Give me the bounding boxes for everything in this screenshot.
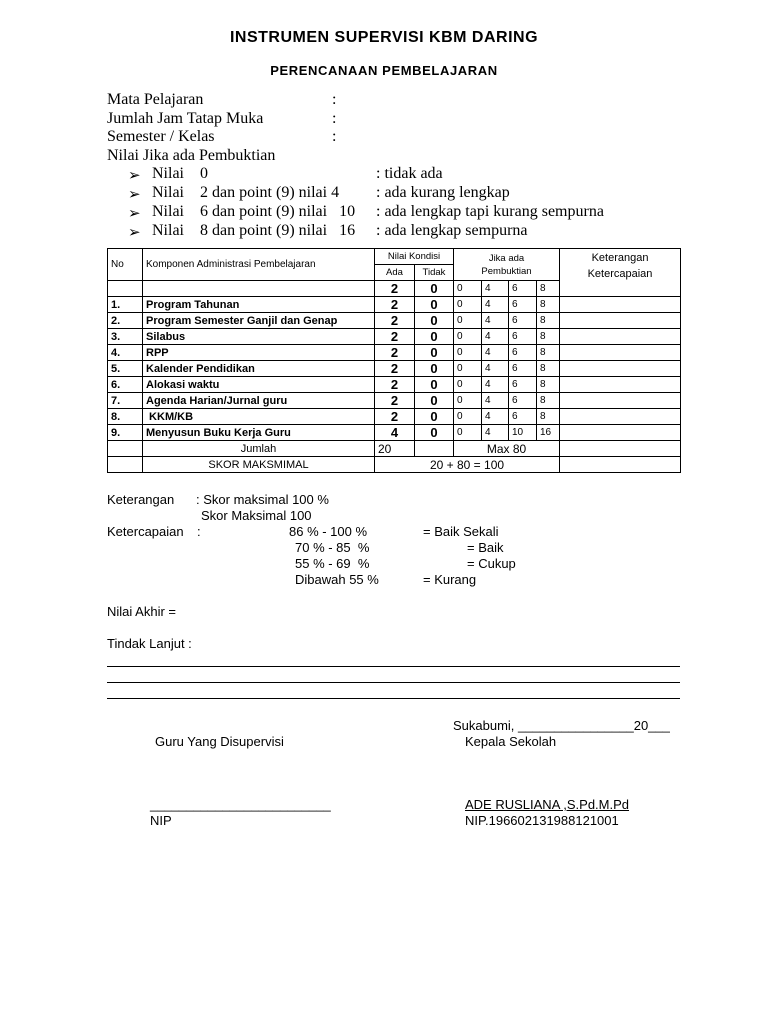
header-jika-ada: Jika ada Pembuktian <box>454 249 560 281</box>
nilai-item-label: Nilai 0 <box>152 165 208 182</box>
row-p4: 8 <box>537 329 560 345</box>
row-p3: 10 <box>509 425 537 441</box>
table-row <box>108 425 681 441</box>
row-no: 7. <box>108 393 143 409</box>
row-ada: 2 <box>375 377 415 393</box>
nilai-item-desc: : ada kurang lengkap <box>376 184 510 201</box>
nilai-item-label: Nilai 6 dan point (9) nilai 10 <box>152 203 356 220</box>
row-no: 1. <box>108 297 143 313</box>
range-value: 86 % - 100 % <box>289 524 368 539</box>
nilai-item-label: Nilai 8 dan point (9) nilai 16 <box>152 222 356 239</box>
row-p1: 0 <box>454 297 482 313</box>
keterangan-line2: Skor Maksimal 100 <box>201 508 312 523</box>
table-row <box>108 361 681 377</box>
table-cell <box>108 441 143 457</box>
supervision-table <box>107 248 681 473</box>
row-p2: 4 <box>482 361 509 377</box>
row-p1: 0 <box>454 329 482 345</box>
skor-label: SKOR MAKSMIMAL <box>143 457 375 473</box>
row-p1: 0 <box>454 409 482 425</box>
nilai-akhir: Nilai Akhir = <box>107 604 176 619</box>
row-p1: 0 <box>454 345 482 361</box>
row-no: 3. <box>108 329 143 345</box>
row-keterangan <box>560 361 681 377</box>
row-ada: 4 <box>375 425 415 441</box>
range-result: = Cukup <box>467 556 516 571</box>
page-title: INSTRUMEN SUPERVISI KBM DARING <box>229 29 539 46</box>
row-keterangan <box>560 377 681 393</box>
row-p4: 8 <box>537 313 560 329</box>
table-jumlah-row <box>108 441 681 457</box>
field-colon: : <box>332 110 337 127</box>
score-p2: 4 <box>482 281 509 297</box>
row-no: 6. <box>108 377 143 393</box>
keterangan-line1: : Skor maksimal 100 % <box>196 492 329 507</box>
score-tidak: 0 <box>415 281 454 297</box>
row-ada: 2 <box>375 361 415 377</box>
row-p1: 0 <box>454 393 482 409</box>
place-date: Sukabumi, ________________20___ <box>453 718 670 733</box>
table-row <box>108 409 681 425</box>
row-p4: 8 <box>537 377 560 393</box>
nilai-heading: Nilai Jika ada Pembuktian <box>107 147 276 164</box>
row-keterangan <box>560 329 681 345</box>
range-value: 70 % - 85 % <box>295 540 370 555</box>
row-komponen: Silabus <box>143 329 375 345</box>
table-row <box>108 377 681 393</box>
row-ada: 2 <box>375 409 415 425</box>
field-mata-pelajaran: Mata Pelajaran <box>107 91 204 108</box>
row-keterangan <box>560 345 681 361</box>
row-tidak: 0 <box>415 361 454 377</box>
tindak-lanjut-line <box>107 666 680 667</box>
row-komponen: Program Semester Ganjil dan Genap <box>143 313 375 329</box>
nilai-item-desc: : ada lengkap tapi kurang sempurna <box>376 203 604 220</box>
row-p3: 6 <box>509 393 537 409</box>
field-jumlah-jam: Jumlah Jam Tatap Muka <box>107 110 264 127</box>
row-p2: 4 <box>482 425 509 441</box>
row-p4: 16 <box>537 425 560 441</box>
kepala-name: ADE RUSLIANA ,S.Pd.M.Pd <box>465 797 630 812</box>
table-row <box>108 329 681 345</box>
nilai-item-desc: : tidak ada <box>376 165 443 182</box>
table-skor-row <box>108 457 681 473</box>
row-p2: 4 <box>482 345 509 361</box>
header-ada: Ada <box>375 265 415 281</box>
table-cell <box>108 457 143 473</box>
row-keterangan <box>560 409 681 425</box>
row-ada: 2 <box>375 313 415 329</box>
row-ada: 2 <box>375 345 415 361</box>
table-cell <box>560 457 681 473</box>
guru-signature-line: _________________________ <box>150 797 331 812</box>
table-cell <box>415 441 454 457</box>
jumlah-label: Jumlah <box>143 441 375 457</box>
row-p2: 4 <box>482 409 509 425</box>
row-keterangan <box>560 313 681 329</box>
row-ada: 2 <box>375 329 415 345</box>
header-komponen: Komponen Administrasi Pembelajaran <box>143 249 375 281</box>
guru-role: Guru Yang Disupervisi <box>155 734 284 749</box>
jumlah-pembuktian: Max 80 <box>454 441 560 457</box>
table-cell <box>560 441 681 457</box>
row-p4: 8 <box>537 361 560 377</box>
row-p3: 6 <box>509 297 537 313</box>
field-colon: : <box>332 128 337 145</box>
table-row <box>108 297 681 313</box>
kepala-nip: NIP.196602131988121001 <box>465 813 619 828</box>
score-p3: 6 <box>509 281 537 297</box>
tindak-lanjut-line <box>107 698 680 699</box>
row-p4: 8 <box>537 297 560 313</box>
arrow-bullet-icon: ➢ <box>128 168 141 184</box>
arrow-bullet-icon: ➢ <box>128 225 141 241</box>
row-no: 8. <box>108 409 143 425</box>
nilai-item-desc: : ada lengkap sempurna <box>376 222 528 239</box>
page-subtitle: PERENCANAAN PEMBELAJARAN <box>270 63 498 78</box>
row-p2: 4 <box>482 313 509 329</box>
kepala-role: Kepala Sekolah <box>465 734 557 749</box>
row-ada: 2 <box>375 393 415 409</box>
range-value: Dibawah 55 % <box>295 572 379 587</box>
row-tidak: 0 <box>415 313 454 329</box>
row-p1: 0 <box>454 377 482 393</box>
table-cell <box>108 281 143 297</box>
row-tidak: 0 <box>415 329 454 345</box>
row-p1: 0 <box>454 313 482 329</box>
range-result: = Kurang <box>423 572 477 587</box>
field-colon: : <box>332 91 337 108</box>
keterangan-label: Keterangan <box>107 492 175 507</box>
row-p3: 6 <box>509 313 537 329</box>
header-keterangan: Keterangan Ketercapaian <box>560 249 681 297</box>
row-komponen: RPP <box>143 345 375 361</box>
tindak-lanjut-label: Tindak Lanjut : <box>107 636 192 651</box>
header-nilai-kondisi: Nilai Kondisi <box>375 249 454 265</box>
field-semester-kelas: Semester / Kelas <box>107 128 215 145</box>
row-p4: 8 <box>537 393 560 409</box>
row-komponen: Kalender Pendidikan <box>143 361 375 377</box>
arrow-bullet-icon: ➢ <box>128 187 141 203</box>
skor-value: 20 + 80 = 100 <box>375 457 560 473</box>
ketercapaian-colon: : <box>197 524 201 539</box>
row-p3: 6 <box>509 361 537 377</box>
row-no: 4. <box>108 345 143 361</box>
row-tidak: 0 <box>415 345 454 361</box>
header-no: No <box>108 249 143 281</box>
row-komponen: Alokasi waktu <box>143 377 375 393</box>
ketercapaian-label: Ketercapaian <box>107 524 184 539</box>
jumlah-kondisi: 20 <box>375 441 415 457</box>
row-tidak: 0 <box>415 393 454 409</box>
table-row <box>108 313 681 329</box>
range-result: = Baik Sekali <box>423 524 499 539</box>
table-row <box>108 345 681 361</box>
nilai-item-label: Nilai 2 dan point (9) nilai 4 <box>152 184 340 201</box>
row-keterangan <box>560 297 681 313</box>
row-komponen: Program Tahunan <box>143 297 375 313</box>
row-tidak: 0 <box>415 297 454 313</box>
header-tidak: Tidak <box>415 265 454 281</box>
arrow-bullet-icon: ➢ <box>128 206 141 222</box>
score-ada: 2 <box>375 281 415 297</box>
row-komponen: Menyusun Buku Kerja Guru <box>143 425 375 441</box>
row-p2: 4 <box>482 393 509 409</box>
row-komponen: Agenda Harian/Jurnal guru <box>143 393 375 409</box>
row-p4: 8 <box>537 345 560 361</box>
guru-nip: NIP <box>150 813 172 828</box>
row-tidak: 0 <box>415 377 454 393</box>
score-p4: 8 <box>537 281 560 297</box>
row-p2: 4 <box>482 329 509 345</box>
row-p1: 0 <box>454 425 482 441</box>
row-p3: 6 <box>509 409 537 425</box>
row-ada: 2 <box>375 297 415 313</box>
row-keterangan <box>560 425 681 441</box>
row-p3: 6 <box>509 345 537 361</box>
table-row <box>108 393 681 409</box>
row-p3: 6 <box>509 377 537 393</box>
row-komponen: KKM/KB <box>143 409 375 425</box>
tindak-lanjut-line <box>107 682 680 683</box>
row-tidak: 0 <box>415 425 454 441</box>
row-tidak: 0 <box>415 409 454 425</box>
range-result: = Baik <box>467 540 504 555</box>
row-p2: 4 <box>482 377 509 393</box>
row-no: 2. <box>108 313 143 329</box>
row-no: 5. <box>108 361 143 377</box>
row-p3: 6 <box>509 329 537 345</box>
table-header-row <box>108 249 681 265</box>
score-p1: 0 <box>454 281 482 297</box>
row-p2: 4 <box>482 297 509 313</box>
row-keterangan <box>560 393 681 409</box>
range-value: 55 % - 69 % <box>295 556 370 571</box>
table-cell <box>143 281 375 297</box>
row-p4: 8 <box>537 409 560 425</box>
row-no: 9. <box>108 425 143 441</box>
row-p1: 0 <box>454 361 482 377</box>
